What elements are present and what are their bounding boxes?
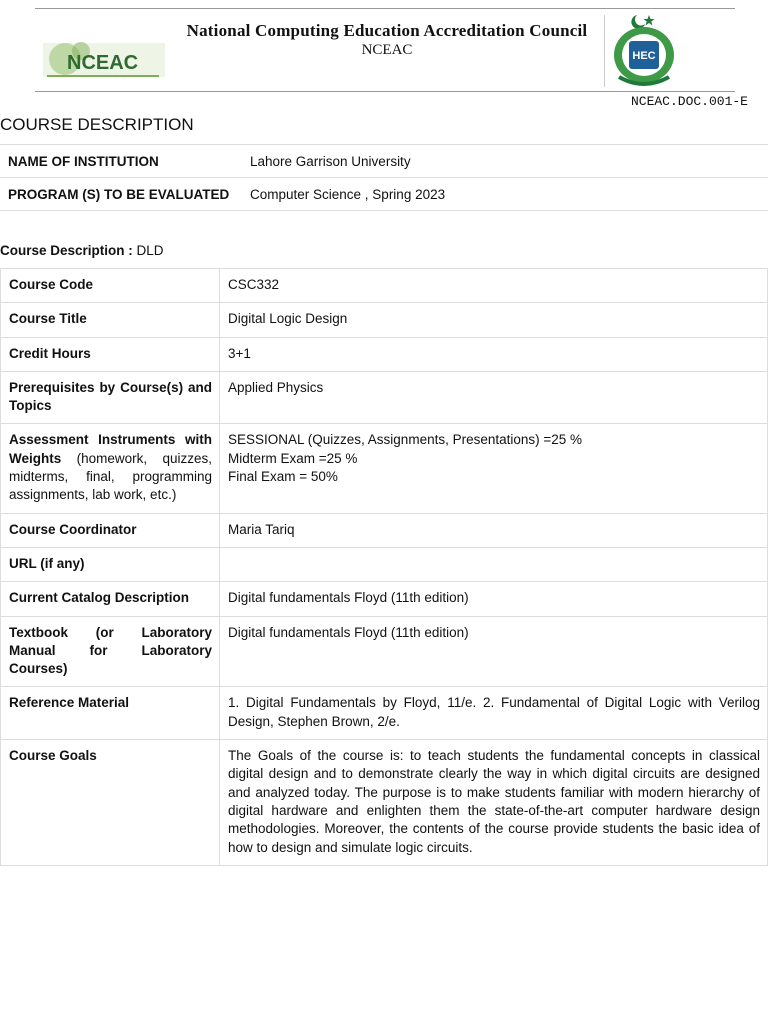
- course-details-table: [0, 268, 768, 866]
- reference-material-value: 1. Digital Fundamentals by Floyd, 11/e. 2. Fundamental of Digital Logic with Verilog Design, Stephen Brown, 2/e.: [220, 687, 768, 740]
- svg-text:NCEAC: NCEAC: [67, 52, 139, 74]
- textbook-value: Digital fundamentals Floyd (11th edition): [220, 616, 768, 687]
- table-row: [1, 424, 768, 513]
- url-value: [220, 547, 768, 581]
- table-row: [1, 269, 768, 303]
- catalog-description-label: Current Catalog Description: [1, 582, 220, 616]
- document-header: [35, 8, 735, 92]
- institution-name-label: NAME OF INSTITUTION: [0, 145, 242, 178]
- council-abbreviation: NCEAC: [361, 42, 413, 58]
- course-description-line: [0, 243, 164, 258]
- table-row: [1, 303, 768, 337]
- nceac-logo: [43, 37, 165, 81]
- course-code-label: Course Code: [1, 269, 220, 303]
- prerequisites-label: Prerequisites by Course(s) and Topics: [1, 371, 220, 424]
- url-label: URL (if any): [1, 547, 220, 581]
- credit-hours-value: 3+1: [220, 337, 768, 371]
- institution-name-value: Lahore Garrison University: [242, 145, 768, 178]
- header-divider: [604, 15, 605, 87]
- table-row: [1, 740, 768, 866]
- course-goals-label: Course Goals: [1, 740, 220, 866]
- assessment-label-detail: (homework, quizzes, midterms, final, programming assignments, lab work, etc.): [9, 450, 212, 503]
- catalog-description-value: Digital fundamentals Floyd (11th edition): [220, 582, 768, 616]
- textbook-label: Textbook (or Laboratory Manual for Laboratory Courses): [1, 616, 220, 687]
- program-value: Computer Science , Spring 2023: [242, 178, 768, 211]
- page-title: COURSE DESCRIPTION: [0, 115, 194, 134]
- program-label: PROGRAM (S) TO BE EVALUATED: [0, 178, 242, 211]
- table-row: [0, 145, 768, 178]
- course-description-value: DLD: [132, 243, 164, 258]
- assessment-value: SESSIONAL (Quizzes, Assignments, Presentations) =25 % Midterm Exam =25 % Final Exam = 50%: [220, 424, 768, 513]
- credit-hours-label: Credit Hours: [1, 337, 220, 371]
- table-row: [1, 616, 768, 687]
- document-number: NCEAC.DOC.001-E: [630, 94, 748, 109]
- council-title: National Computing Education Accreditation Council: [186, 21, 588, 40]
- course-title-value: Digital Logic Design: [220, 303, 768, 337]
- course-goals-value: The Goals of the course is: to teach students the fundamental concepts in classical digital design and to demonstrate clearly the way in which digital circuits are designed and analyzed today. The purpose is to make students familiar with modern hierarchy of digital hardware and enlighten them the state-of-the-art computer hardware design methodologies. Moreover, the contents of the course provide students the basic idea of how to design and simulate logic circuits.: [220, 740, 768, 866]
- prerequisites-value: Applied Physics: [220, 371, 768, 424]
- table-row: [1, 513, 768, 547]
- institution-table: [0, 144, 768, 211]
- table-row: [1, 582, 768, 616]
- reference-material-label: Reference Material: [1, 687, 220, 740]
- course-coordinator-label: Course Coordinator: [1, 513, 220, 547]
- course-description-label: Course Description :: [0, 243, 133, 258]
- table-row: [1, 687, 768, 740]
- svg-text:HEC: HEC: [632, 50, 656, 62]
- course-code-value: CSC332: [220, 269, 768, 303]
- assessment-label-bold: Assessment Instruments with Weights: [9, 432, 212, 466]
- course-title-label: Course Title: [1, 303, 220, 337]
- course-coordinator-value: Maria Tariq: [220, 513, 768, 547]
- table-row: [1, 547, 768, 581]
- table-row: [1, 371, 768, 424]
- table-row: [1, 337, 768, 371]
- table-row: [0, 178, 768, 211]
- assessment-label: [1, 424, 220, 513]
- hec-emblem: [609, 11, 679, 89]
